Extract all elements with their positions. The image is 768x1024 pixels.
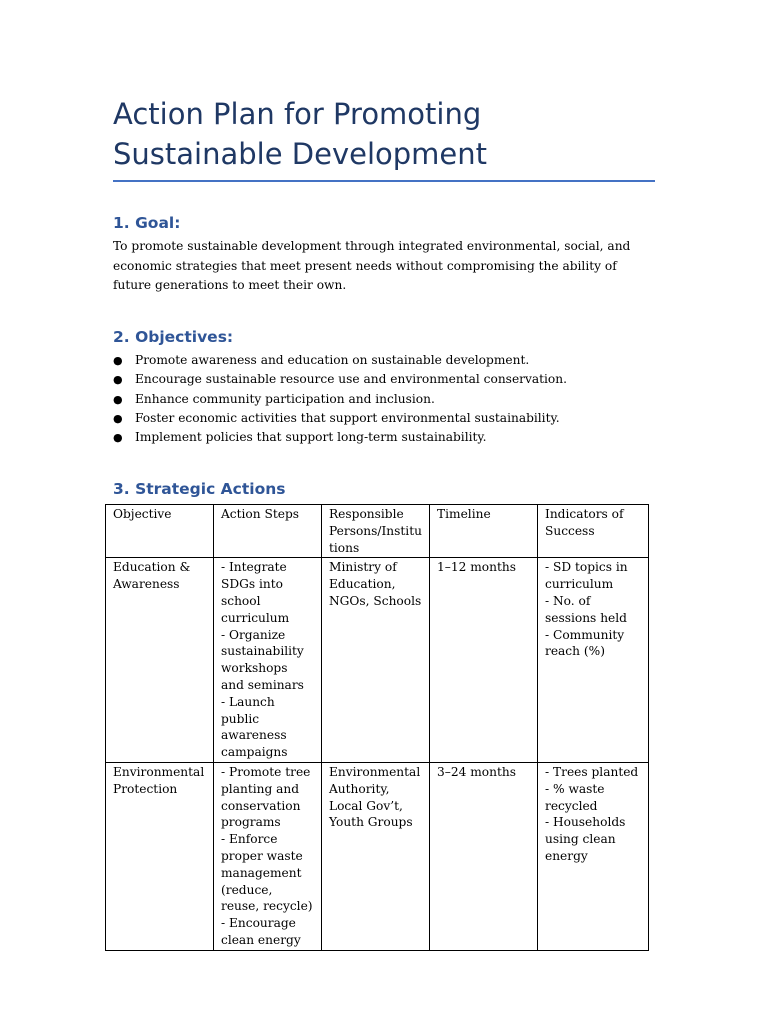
page-title: Action Plan for Promoting Sustainable Development bbox=[113, 97, 487, 171]
objectives-list bbox=[113, 351, 673, 447]
list-item bbox=[113, 370, 673, 389]
goal-heading: 1. Goal: bbox=[113, 214, 181, 232]
objective-text: Promote awareness and education on sustainable development. bbox=[135, 353, 530, 367]
objectives-heading: 2. Objectives: bbox=[113, 328, 234, 346]
objective-text: Encourage sustainable resource use and environmental conservation. bbox=[135, 372, 567, 387]
strategic-actions-heading: 3. Strategic Actions bbox=[113, 480, 286, 498]
bullet-icon: ● bbox=[113, 392, 123, 406]
goal-text: To promote sustainable development through integrated environmental, social, and economic strategies that meet present needs without compromising the ability of future generations to meet their own. bbox=[113, 239, 631, 292]
responsible-cell: Ministry of Education, NGOs, Schools bbox=[322, 558, 430, 763]
header-cell: Indicators of Success bbox=[538, 505, 649, 558]
table-row bbox=[106, 558, 649, 763]
timeline-cell: 3–24 months bbox=[430, 762, 538, 950]
bullet-icon: ● bbox=[113, 354, 123, 367]
indicator: - SD topics in curriculum bbox=[545, 560, 628, 592]
action-steps-cell bbox=[214, 558, 322, 763]
indicators-cell bbox=[538, 762, 649, 950]
action-step: - Organize sustainability workshops and seminars bbox=[221, 627, 304, 692]
table-row bbox=[106, 762, 649, 950]
header-cell: Timeline bbox=[430, 505, 538, 558]
objective-text: Enhance community participation and inclusion. bbox=[135, 391, 435, 406]
bullet-icon: ● bbox=[113, 373, 123, 387]
header-cell: Responsible Persons/Institutions bbox=[322, 505, 430, 558]
header-cell: Objective bbox=[106, 505, 214, 558]
indicator: - Trees planted bbox=[545, 764, 639, 779]
indicator: - % waste recycled bbox=[545, 781, 605, 813]
objective-cell: Environmental Protection bbox=[106, 762, 214, 950]
action-step: - Integrate SDGs into school curriculum bbox=[221, 560, 290, 625]
list-item bbox=[113, 351, 673, 370]
indicators-cell bbox=[538, 558, 649, 763]
responsible-cell: Environmental Authority, Local Gov’t, Youth Groups bbox=[322, 762, 430, 950]
title-underline bbox=[113, 180, 655, 182]
bullet-icon: ● bbox=[113, 431, 123, 445]
list-item bbox=[113, 390, 673, 409]
action-steps-cell bbox=[214, 762, 322, 950]
list-item bbox=[113, 409, 673, 428]
indicator: - Community reach (%) bbox=[545, 627, 625, 659]
objective-text: Foster economic activities that support environmental sustainability. bbox=[135, 410, 560, 425]
timeline-cell: 1–12 months bbox=[430, 558, 538, 763]
strategic-actions-table bbox=[105, 504, 649, 951]
action-step: - Enforce proper waste management (reduce, reuse, recycle) bbox=[221, 832, 313, 914]
objective-text: Implement policies that support long-term sustainability. bbox=[135, 430, 487, 445]
action-step: - Launch public awareness campaigns bbox=[221, 694, 288, 760]
action-step: - Promote tree planting and conservation programs bbox=[221, 764, 311, 830]
indicator: - No. of sessions held bbox=[545, 593, 627, 625]
table-header-row bbox=[106, 505, 649, 558]
action-step: - Encourage clean energy bbox=[221, 916, 301, 947]
indicator: - Households using clean energy bbox=[545, 815, 626, 863]
list-item bbox=[113, 428, 673, 447]
bullet-icon: ● bbox=[113, 411, 123, 425]
objective-cell: Education & Awareness bbox=[106, 558, 214, 763]
header-cell: Action Steps bbox=[214, 505, 322, 558]
